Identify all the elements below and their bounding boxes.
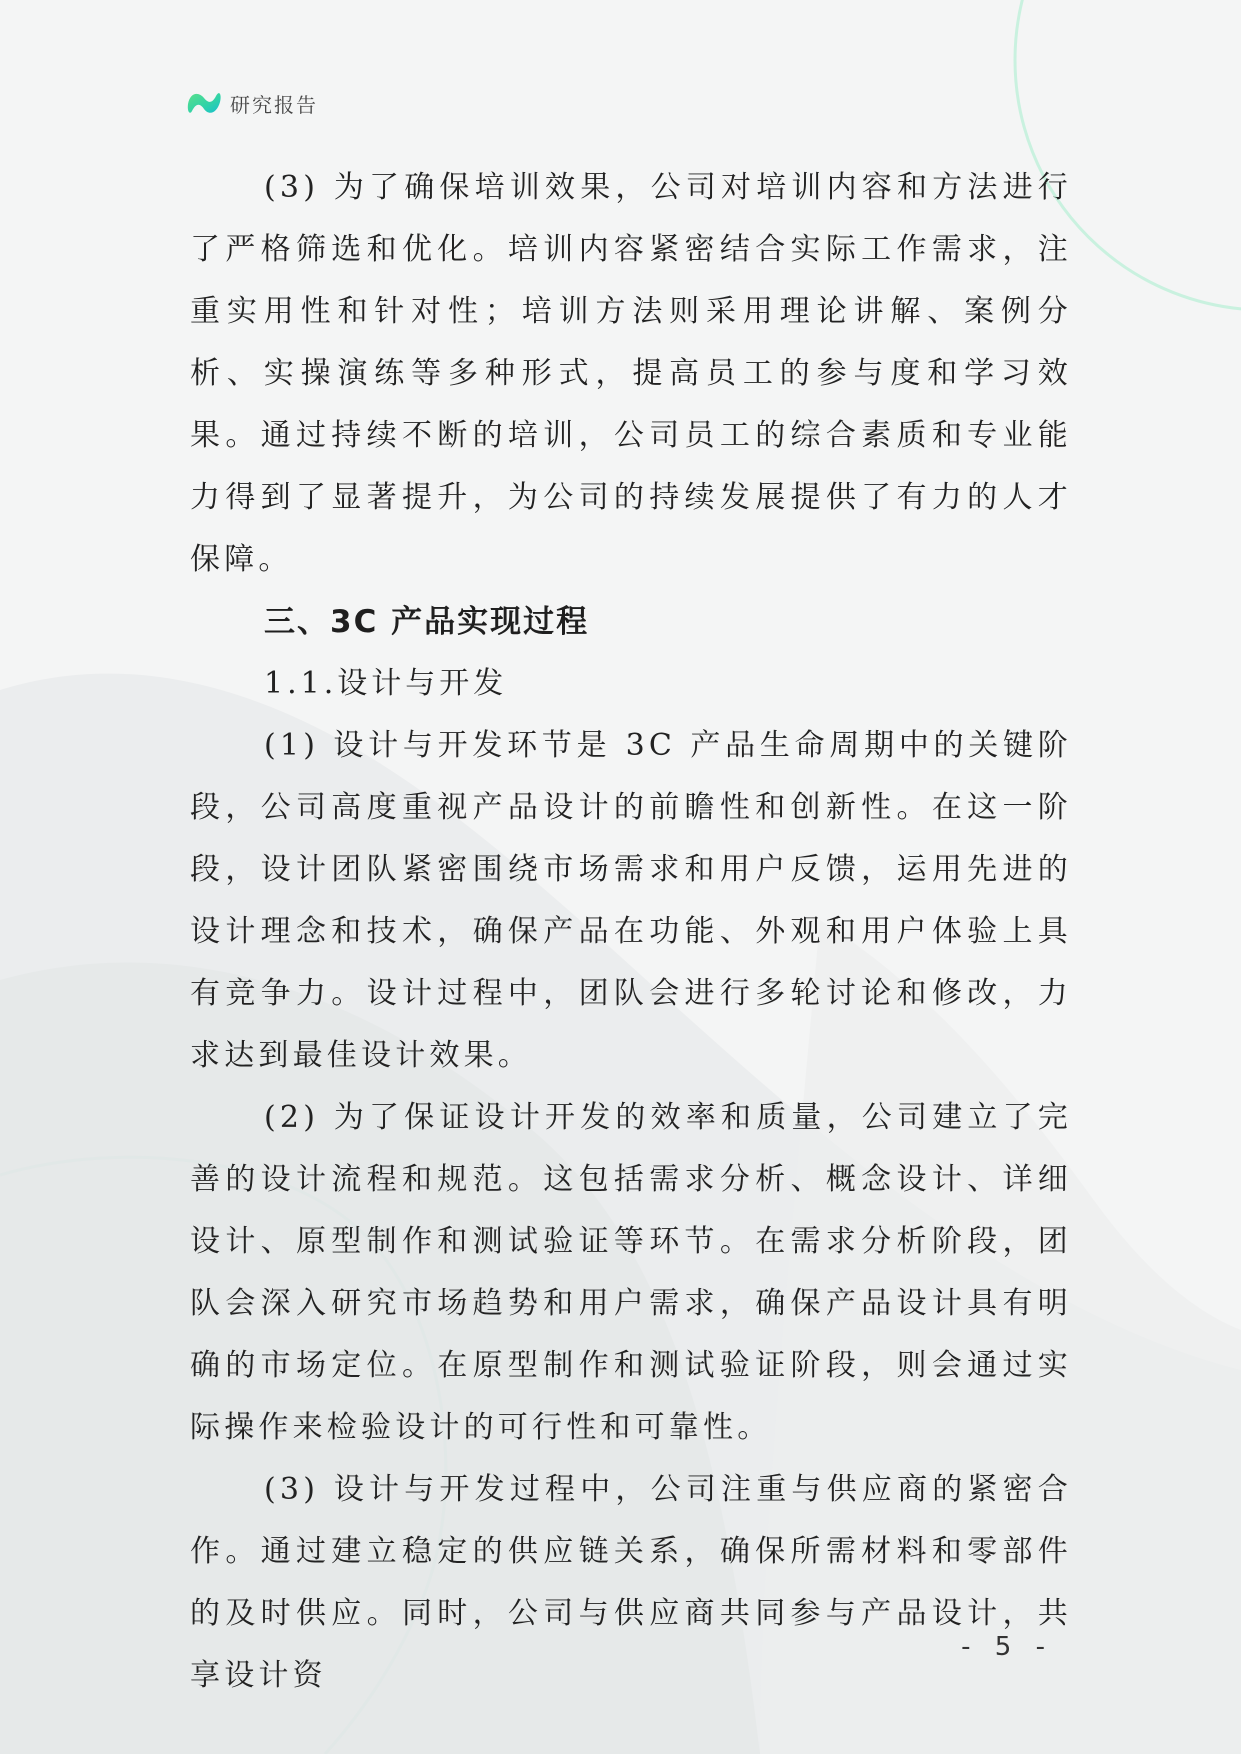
- subsection-heading: 1.1.设计与开发: [264, 666, 508, 701]
- document-body: [190, 157, 1072, 1707]
- header-title: 研究报告: [230, 92, 318, 117]
- paragraph-design-process: (2) 为了保证设计开发的效率和质量，公司建立了完善的设计流程和规范。这包括需求分析、概念设计、详细设计、原型制作和测试验证等环节。在需求分析阶段，团队会深入研究市场趋势和用户需求，确保产品设计具有明确的市场定位。在原型制作和测试验证阶段，则会通过实际操作来检验设计的可行性和可靠性。: [190, 1100, 1072, 1445]
- section-heading: 三、3C 产品实现过程: [264, 604, 590, 640]
- paragraph-supplier-cooperation: (3) 设计与开发过程中，公司注重与供应商的紧密合作。通过建立稳定的供应链关系，确保所需材料和零部件的及时供应。同时，公司与供应商共同参与产品设计，共享设计资: [190, 1472, 1072, 1693]
- report-logo-icon: [186, 88, 222, 118]
- page-number: - 5 -: [961, 1632, 1053, 1662]
- document-header: [186, 88, 318, 118]
- paragraph-training-methods: (3) 为了确保培训效果，公司对培训内容和方法进行了严格筛选和优化。培训内容紧密结合实际工作需求，注重实用性和针对性；培训方法则采用理论讲解、案例分析、实操演练等多种形式，提高员工的参与度和学习效果。通过持续不断的培训，公司员工的综合素质和专业能力得到了显著提升，为公司的持续发展提供了有力的人才保障。: [190, 170, 1072, 577]
- paragraph-design-importance: (1) 设计与开发环节是 3C 产品生命周期中的关键阶段，公司高度重视产品设计的前瞻性和创新性。在这一阶段，设计团队紧密围绕市场需求和用户反馈，运用先进的设计理念和技术，确保产品在功能、外观和用户体验上具有竞争力。设计过程中，团队会进行多轮讨论和修改，力求达到最佳设计效果。: [190, 728, 1072, 1073]
